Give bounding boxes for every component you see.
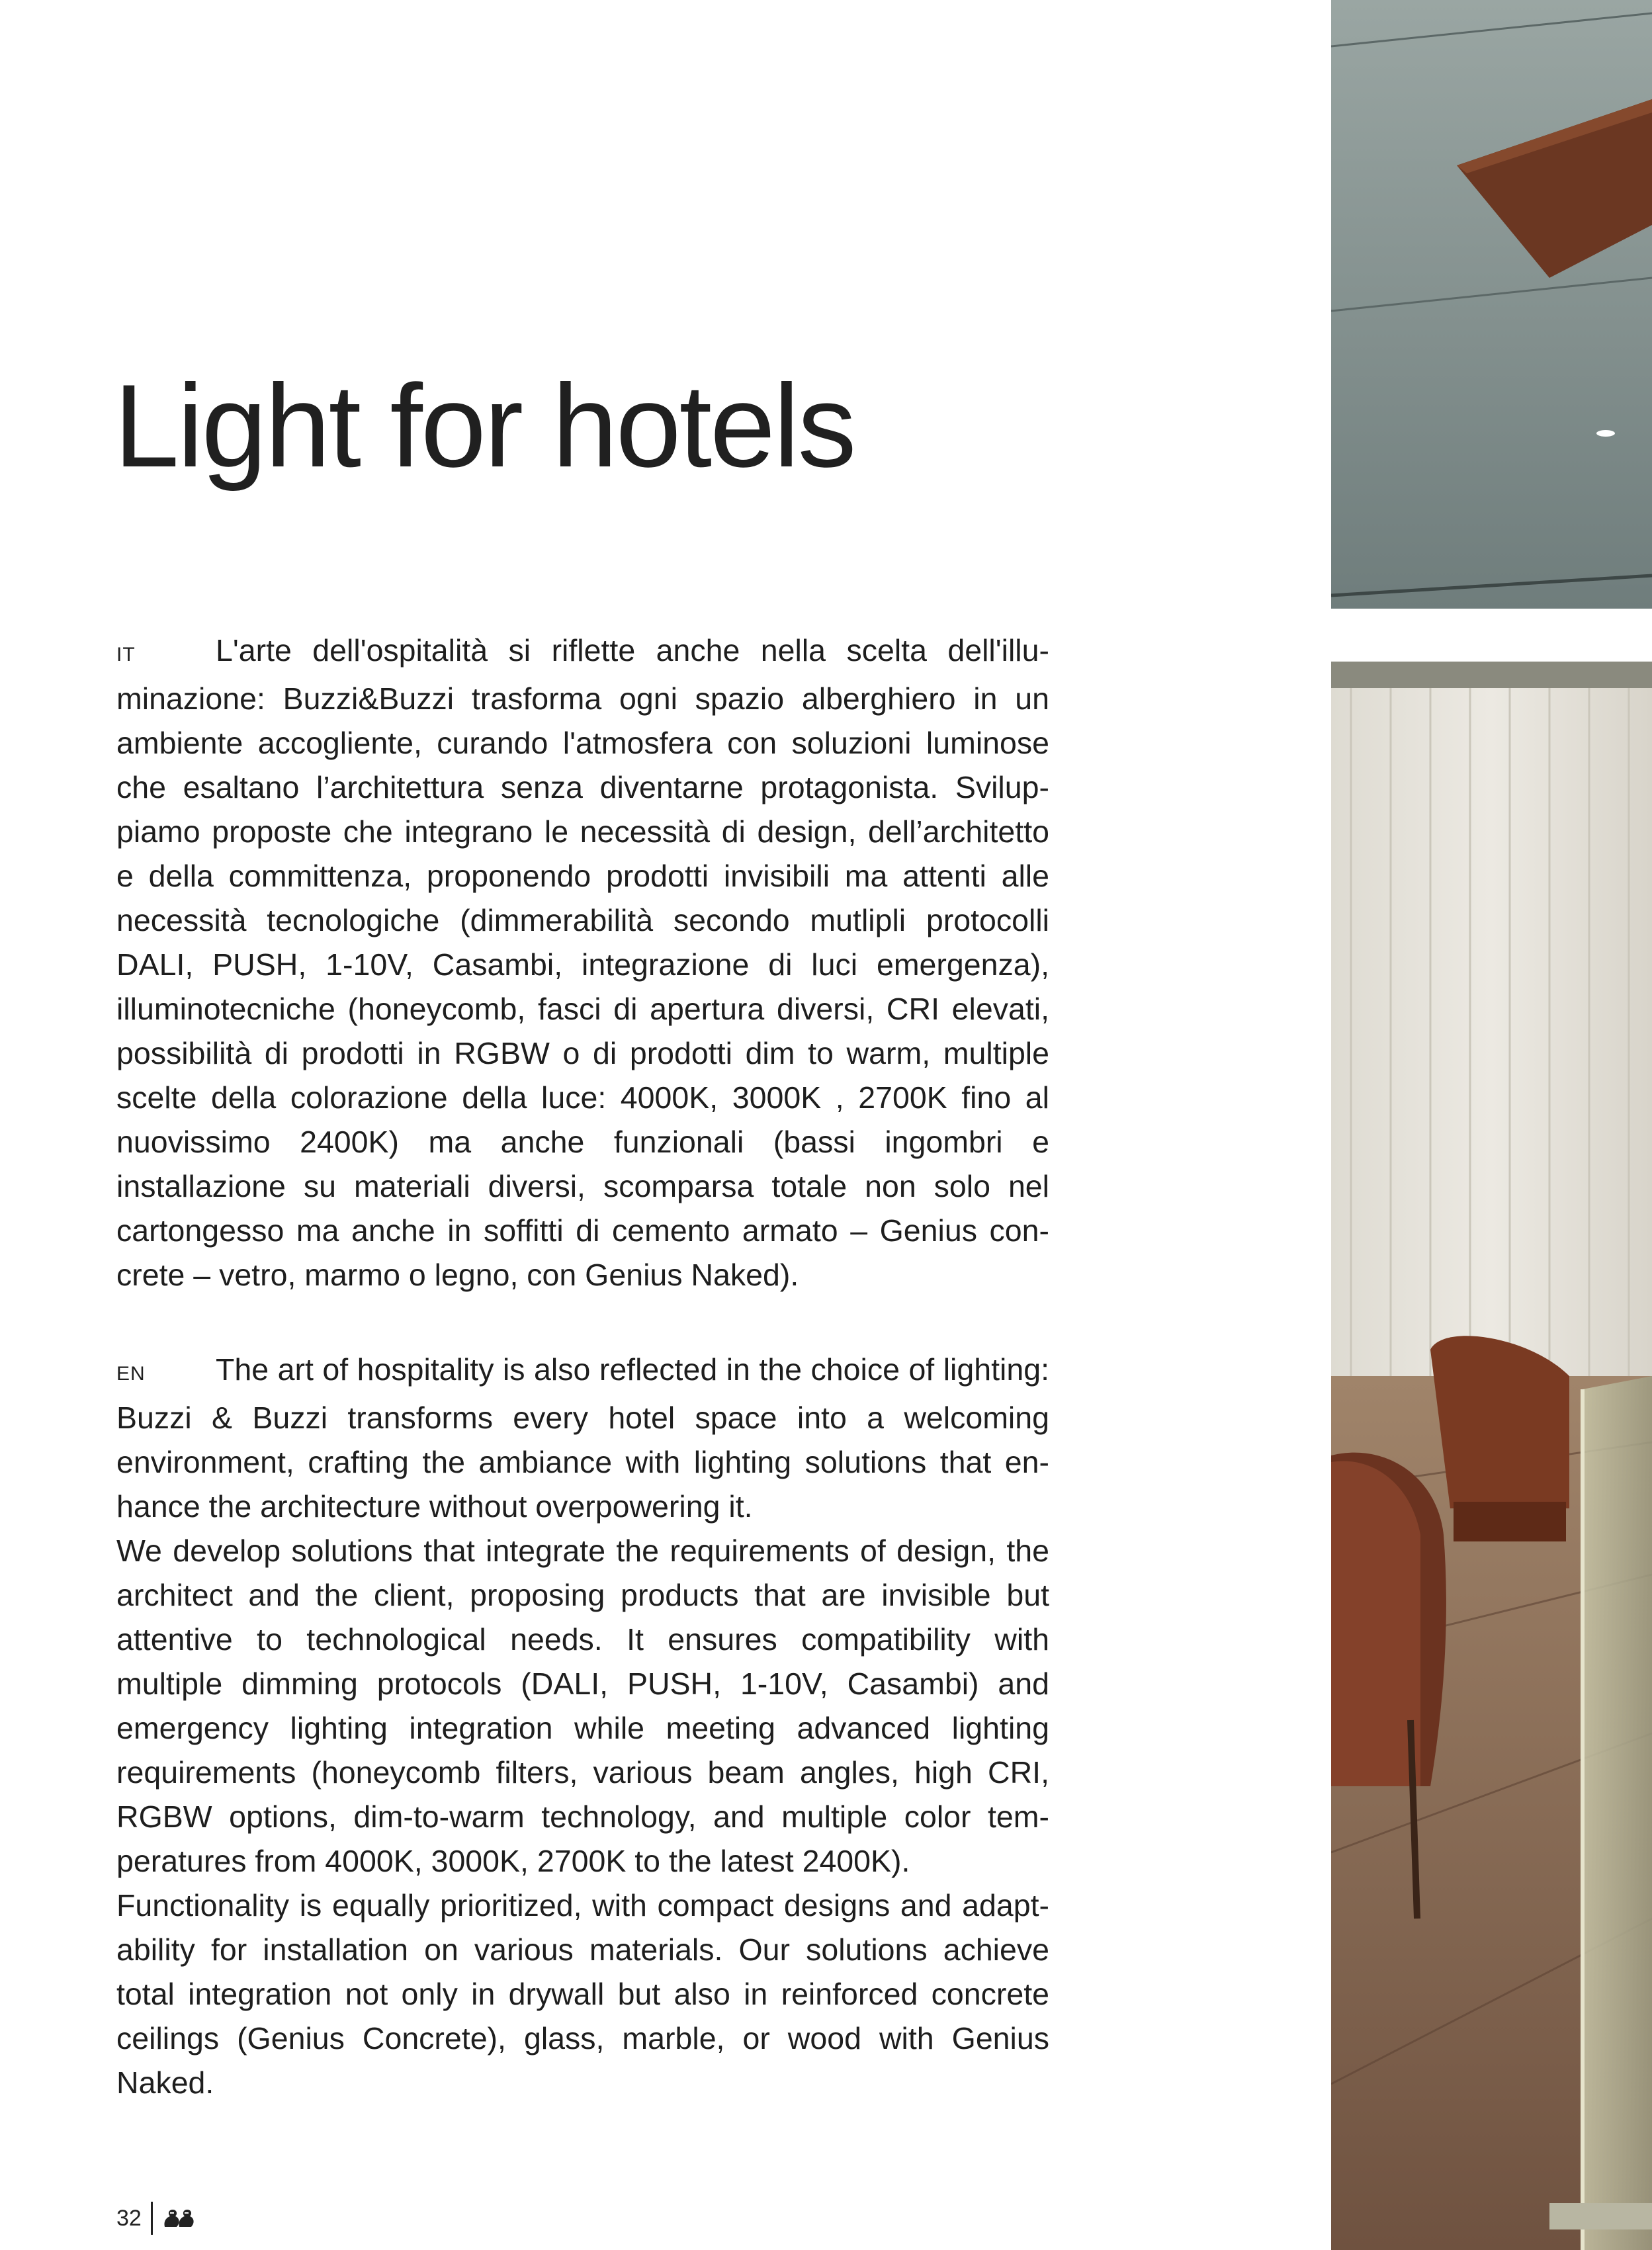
english-body-1: The art of hospitality is also reflected in the choice of lighting: Buzzi & Buzzi transforms every hotel space into a welcoming environment, crafting the ambiance with lighting solutions that enhance the architecture without overpowering it. — [116, 1352, 1049, 1524]
lang-tag-en: EN — [116, 1363, 146, 1385]
footer-divider — [151, 2202, 153, 2235]
english-text-block — [116, 1348, 1049, 2105]
hotel-lounge-photo — [1331, 0, 1652, 2250]
english-paragraph-1 — [116, 1348, 1049, 1529]
english-paragraph-3: Functionality is equally prioritized, with compact designs and adaptability for installation on various materials. Our solutions achieve total integration not only in drywall but also in reinforced concrete ceilings (Genius Concrete), glass, marble, or wood with Genius Naked. — [116, 1888, 1049, 2100]
page-title: Light for hotels — [114, 360, 855, 492]
italian-body: L'arte dell'ospitalità si riflette anche nella scelta dell'illuminazione: Buzzi&Buzzi trasforma ogni spazio alberghiero in un ambiente accogliente, curando l'atmosfera con soluzioni luminose che esaltano l’architettura senza diventarne protagonista. Sviluppiamo proposte che integrano le necessità di design, dell’architetto e della committenza, proponendo prodotti invisibili ma attenti alle necessità tecnologiche (dimmerabilità secondo mutlipli protocolli DALI, PUSH, 1-10V, Casambi, integrazione di luci emergenza), illuminotecniche (honeycomb, fasci di apertura diversi, CRI elevati, possibilità di prodotti in RGBW o di prodotti dim to warm, multiple scelte della colorazione della luce: 4000K, 3000K , 2700K fino al nuovissimo 2400K) ma anche funzionali (bassi ingombri e installazione su materiali diversi, scomparsa totale non solo nel cartongesso ma anche in soffitti di cemento armato – Genius concrete – vetro, marmo o legno, con Genius Naked). — [116, 633, 1049, 1292]
brand-logo-icon — [162, 2207, 196, 2229]
page-footer — [116, 2202, 196, 2235]
english-paragraph-2: We develop solutions that integrate the requirements of design, the architect and the client, proposing products that are invisible but attentive to technological needs. It ensures compatibility with multiple dimming protocols (DALI, PUSH, 1-10V, Casambi) and emergency lighting integration while meeting advanced lighting requirements (honeycomb filters, various beam angles, high CRI, RGBW options, dim-to-warm technology, and multiple color temperatures from 4000K, 3000K, 2700K to the latest 2400K). — [116, 1534, 1049, 1878]
italian-paragraph — [116, 628, 1049, 1297]
italian-text-block — [116, 628, 1049, 1297]
lang-tag-it: IT — [116, 644, 136, 666]
page-number: 32 — [116, 2205, 142, 2231]
